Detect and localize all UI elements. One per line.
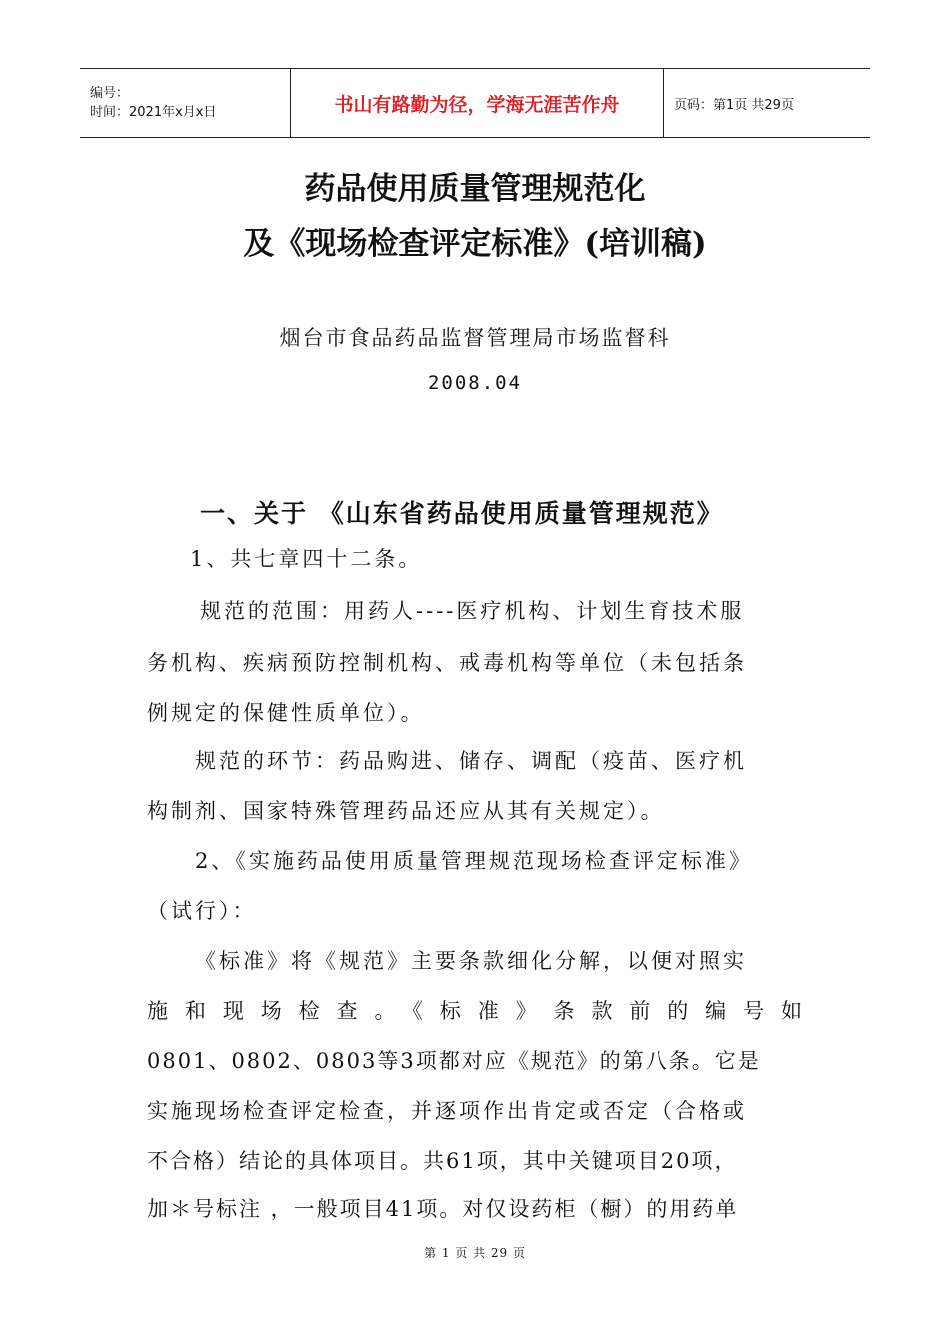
document-header [80, 68, 870, 138]
body-line: 务机构、疾病预防控制机构、戒毒机构等单位（未包括条 [147, 651, 747, 675]
header-page-code [664, 69, 870, 137]
page-code-text: 页码：第1页 共29页 [674, 97, 794, 113]
section-heading: 一、关于 《山东省药品使用质量管理规范》 [200, 499, 724, 528]
body-line: 加＊号标注 ，一般项目41项。对仅设药柜（橱）的用药单 [147, 1197, 739, 1221]
body-line: 1、共七章四十二条。 [190, 547, 423, 571]
time-label: 时间：2021年x月x日 [90, 105, 217, 120]
header-motto [290, 69, 664, 137]
page-footer: 第 1 页 共 29 页 [424, 1246, 526, 1260]
motto-text: 书山有路勤为径，学海无涯苦作舟 [334, 93, 620, 116]
header-meta [80, 69, 290, 137]
body-line: 构制剂、国家特殊管理药品还应从其有关规定）。 [147, 799, 665, 823]
date: 2008.04 [427, 372, 523, 394]
body-line: 规范的环节：药品购进、储存、调配（疫苗、医疗机 [195, 749, 747, 773]
number-label: 编号： [90, 86, 130, 101]
body-line: 不合格）结论的具体项目。共61项，其中关键项目20项， [147, 1149, 738, 1173]
body-line: 0801、0802、0803等3项都对应《规范》的第八条。它是 [147, 1049, 761, 1073]
body-line: （试行）： [147, 899, 257, 923]
body-line: 实施现场检查评定检查，并逐项作出肯定或否定（合格或 [147, 1099, 747, 1123]
author: 烟台市食品药品监督管理局市场监督科 [279, 326, 671, 350]
body-line: 规范的范围：用药人----医疗机构、计划生育技术服 [200, 599, 745, 623]
body-line: 施和现场检查。《标准》条款前的编号如 [147, 999, 805, 1023]
body-line: 2、《实施药品使用质量管理规范现场检查评定标准》 [195, 849, 753, 873]
body-line: 例规定的保健性质单位）。 [147, 701, 425, 725]
body-line: 《标准》将《规范》主要条款细化分解，以便对照实 [195, 949, 747, 973]
title-line-1: 药品使用质量管理规范化 [304, 171, 646, 207]
title-line-2: 及《现场检查评定标准》(培训稿) [243, 226, 707, 262]
